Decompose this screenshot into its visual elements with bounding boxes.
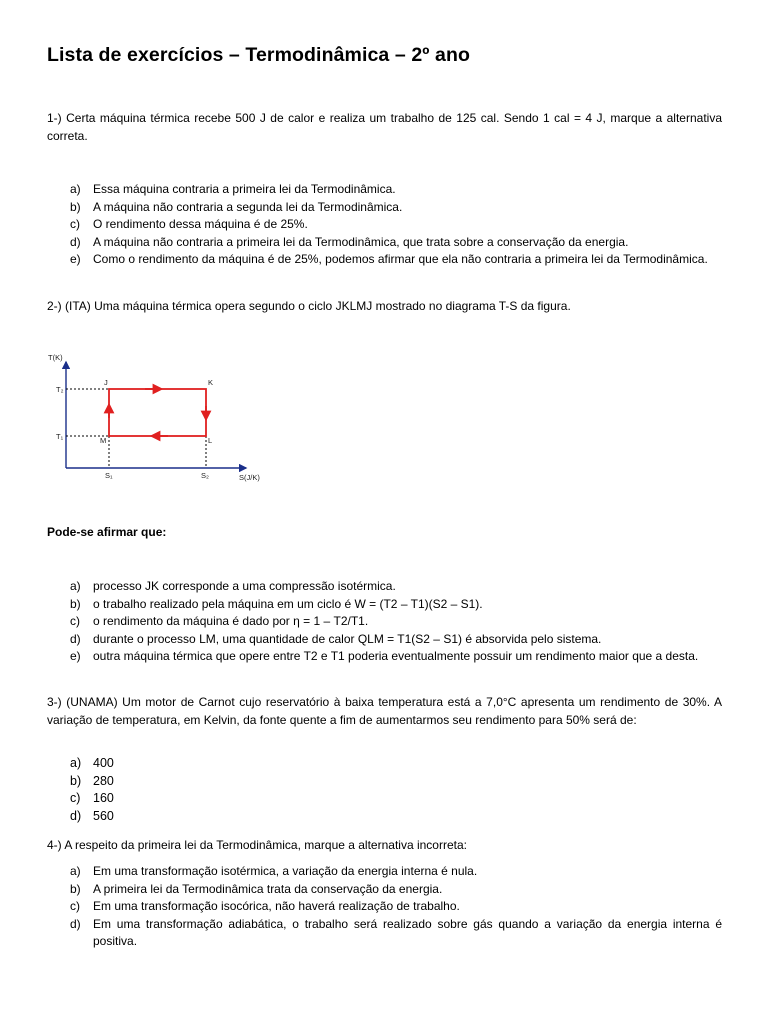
question-1-options — [47, 181, 722, 269]
option-text: durante o processo LM, uma quantidade de calor QLM = T1(S2 – S1) é absorvida pelo sistema. — [93, 631, 602, 646]
x-axis-label: S(J/K) — [239, 473, 260, 482]
option-letter: d) — [70, 234, 81, 249]
option-letter: b) — [70, 773, 82, 788]
question-3-option-a — [47, 755, 722, 773]
option-letter: a) — [70, 864, 81, 878]
question-1-text: 1-) Certa máquina térmica recebe 500 J de calor e realiza um trabalho de 125 cal. Sendo 1 cal = 4 J, marque a alternativa correta. — [47, 111, 722, 143]
question-3-options — [47, 755, 722, 825]
option-text: 560 — [93, 808, 114, 823]
question-2-text: 2-) (ITA) Uma máquina térmica opera segundo o ciclo JKLMJ mostrado no diagrama T-S da figura. — [47, 299, 571, 313]
option-letter: e) — [70, 649, 81, 663]
option-text: outra máquina térmica que opere entre T2 e T1 poderia eventualmente possuir um rendimento maior que a desta. — [93, 649, 699, 663]
option-letter: b) — [70, 199, 81, 214]
question-4-option-a — [47, 863, 722, 881]
t1-label: T₁ — [56, 432, 64, 441]
question-2-option-a — [47, 578, 722, 596]
option-letter: c) — [70, 217, 80, 231]
option-text: Em uma transformação isotérmica, a variação da energia interna é nula. — [93, 864, 478, 878]
option-letter: d) — [70, 916, 81, 931]
option-letter: b) — [70, 596, 81, 611]
option-text: Em uma transformação isocórica, não haverá realização de trabalho. — [93, 899, 460, 913]
option-text: A máquina não contraria a segunda lei da Termodinâmica. — [93, 199, 403, 214]
question-2-option-c — [47, 613, 722, 631]
question-3-option-d — [47, 808, 722, 826]
option-letter: d) — [70, 808, 82, 823]
option-letter: a) — [70, 756, 82, 770]
option-text: A primeira lei da Termodinâmica trata da conservação da energia. — [93, 881, 443, 896]
s1-label: S₁ — [105, 471, 113, 480]
question-4-option-d — [47, 916, 722, 951]
question-1-option-b — [47, 199, 722, 217]
option-text: o trabalho realizado pela máquina em um ciclo é W = (T2 – T1)(S2 – S1). — [93, 596, 483, 611]
question-2-option-d — [47, 631, 722, 649]
question-4-option-b — [47, 881, 722, 899]
question-3-text: 3-) (UNAMA) Um motor de Carnot cujo reservatório à baixa temperatura está a 7,0°C apresenta um rendimento de 30%. A variação de temperatura, em Kelvin, da fonte quente a fim de aumentarmos seu rendimento para 50% será de: — [47, 695, 722, 727]
question-1-option-e — [47, 251, 722, 269]
option-text: 160 — [93, 791, 114, 805]
option-text: processo JK corresponde a uma compressão isotérmica. — [93, 579, 396, 593]
option-text: Como o rendimento da máquina é de 25%, podemos afirmar que ela não contraria a primeira lei da Termodinâmica. — [93, 252, 708, 266]
option-text: Essa máquina contraria a primeira lei da Termodinâmica. — [93, 182, 396, 196]
option-letter: c) — [70, 614, 80, 628]
question-1-option-c — [47, 216, 722, 234]
question-2-options — [47, 578, 722, 666]
point-l-label: L — [208, 436, 213, 445]
option-text: Em uma transformação adiabática, o trabalho será realizado sobre gás quando a variação da energia interna é positiva. — [93, 916, 722, 948]
option-letter: c) — [70, 791, 81, 805]
s2-label: S₂ — [201, 471, 209, 480]
option-text: A máquina não contraria a primeira lei da Termodinâmica, que trata sobre a conservação da energia. — [93, 234, 629, 249]
point-j-label: J — [104, 378, 108, 387]
option-letter: a) — [70, 182, 81, 196]
option-text: 280 — [93, 773, 114, 788]
question-1-option-a — [47, 181, 722, 199]
question-2-option-b — [47, 596, 722, 614]
question-2-prompt: Pode-se afirmar que: — [47, 525, 167, 539]
option-letter: e) — [70, 252, 81, 266]
question-3-option-c — [47, 790, 722, 808]
ts-diagram — [40, 348, 270, 488]
option-text: o rendimento da máquina é dado por η = 1 – T2/T1. — [93, 614, 369, 628]
option-letter: d) — [70, 631, 81, 646]
question-4-option-c — [47, 898, 722, 916]
question-4-options — [47, 863, 722, 951]
cycle-rectangle — [109, 389, 206, 436]
option-text: 400 — [93, 756, 114, 770]
page-title: Lista de exercícios – Termodinâmica – 2º ano — [47, 44, 471, 66]
question-1-option-d — [47, 234, 722, 252]
y-axis-label: T(K) — [48, 353, 63, 362]
question-2-option-e — [47, 648, 722, 666]
point-k-label: K — [208, 378, 214, 387]
option-letter: a) — [70, 579, 81, 593]
option-text: O rendimento dessa máquina é de 25%. — [93, 217, 308, 231]
option-letter: b) — [70, 881, 81, 896]
option-letter: c) — [70, 899, 80, 913]
question-3-option-b — [47, 773, 722, 791]
t2-label: T₂ — [56, 385, 64, 394]
question-4-text: 4-) A respeito da primeira lei da Termodinâmica, marque a alternativa incorreta: — [47, 838, 467, 852]
point-m-label: M — [100, 436, 107, 445]
